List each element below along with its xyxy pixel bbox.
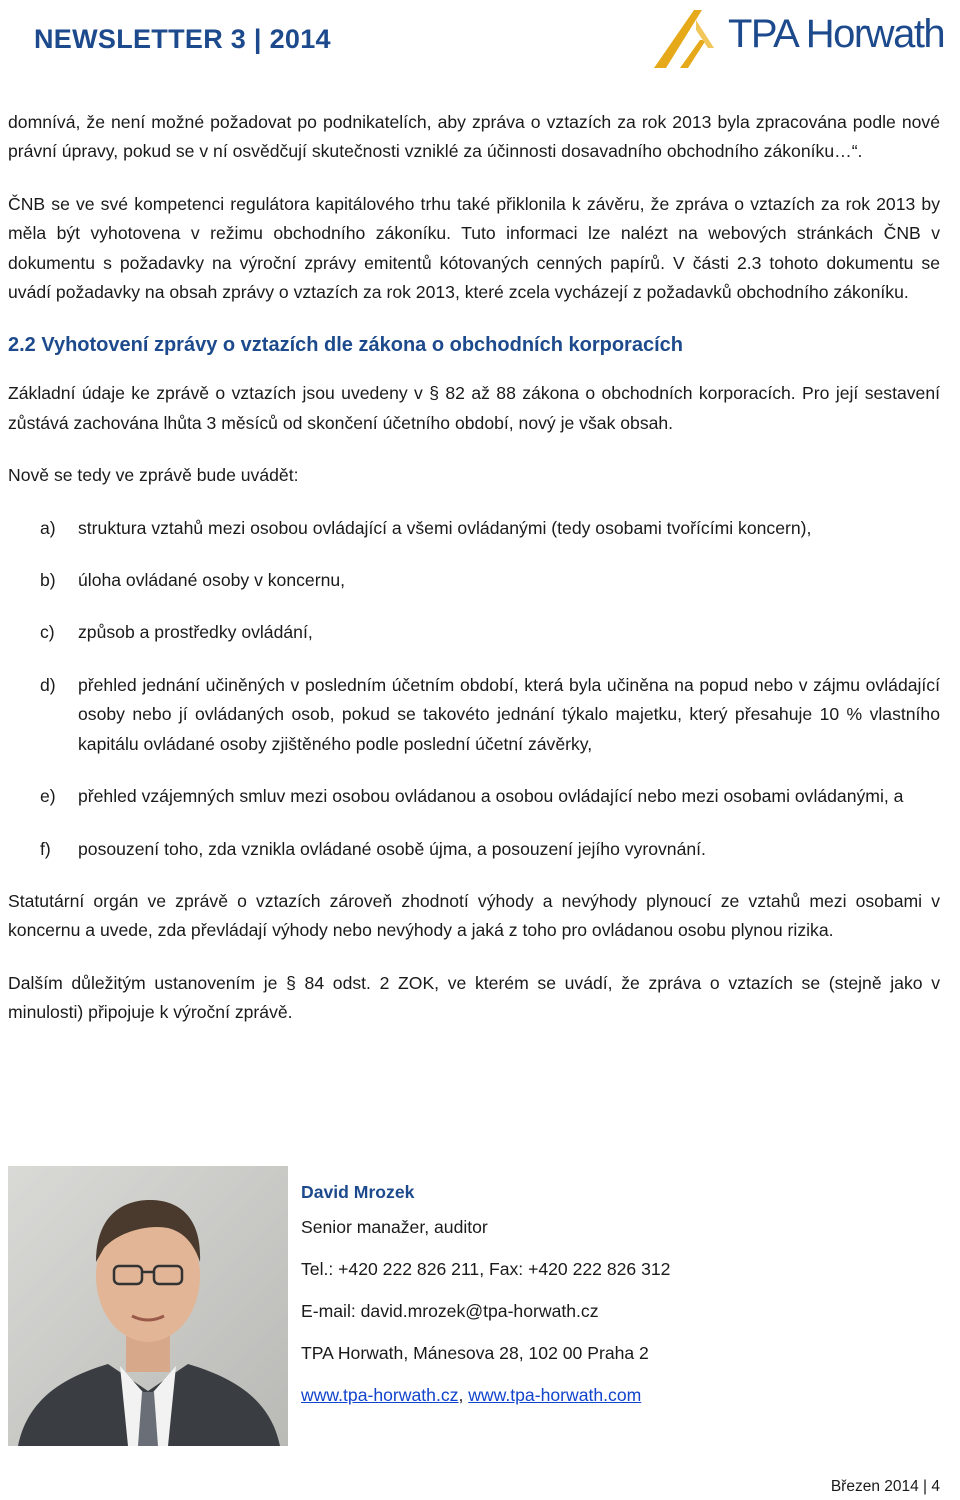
list-marker: b) <box>40 570 56 591</box>
paragraph-basics: Základní údaje ke zprávě o vztazích jsou uvedeny v § 82 až 88 zákona o obchodních korporacích. Pro její sestavení zůstává zachována lhůta 3 měsíců od skončení účetního období, nový je však obsah. <box>8 383 940 433</box>
list-marker: f) <box>40 838 51 859</box>
list-item <box>8 514 940 543</box>
page-header <box>0 0 960 80</box>
list-item <box>8 566 940 595</box>
contact-address: TPA Horwath, Mánesova 28, 102 00 Praha 2 <box>301 1343 649 1363</box>
section-heading: 2.2 Vyhotovení zprávy o vztazích dle zákona o obchodních korporacích <box>8 334 683 357</box>
website-link-cz[interactable]: www.tpa-horwath.cz <box>301 1385 459 1405</box>
list-item-text: přehled jednání učiněných v posledním účetním období, která byla učiněna na popud nebo v zájmu ovládající osoby nebo jí ovládaných osob, pokud se takovéto jednání týkalo majetku, který přesahuje 10 % vlastního kapitálu ovládané osoby zjištěného podle poslední účetní závěrky, <box>78 674 940 754</box>
list-item-text: struktura vztahů mezi osobou ovládající a všemi ovládanými (tedy osobami tvořícími koncern), <box>78 517 812 538</box>
list-item-text: způsob a prostředky ovládání, <box>78 622 313 643</box>
requirements-list <box>8 514 940 864</box>
list-item-text: přehled vzájemných smluv mezi osobou ovládanou a osobou ovládající nebo mezi osobami ovládanými, a <box>78 786 904 807</box>
website-link-com[interactable]: www.tpa-horwath.com <box>468 1385 642 1405</box>
list-item <box>8 671 940 759</box>
logo-text: TPA Horwath <box>728 12 945 56</box>
contact-block <box>8 1166 940 1446</box>
paragraph-cnb: ČNB se ve své kompetenci regulátora kapitálového trhu také přiklonila k závěru, že zpráva o vztazích za rok 2013 by měla být vyhotovena v režimu obchodního zákoníku. Tuto informaci lze nalézt na webových stránkách ČNB v dokumentu s požadavky na výroční zprávy emitentů kótovaných cenných papírů. V části 2.3 tohoto dokumentu se uvádí požadavky na obsah zprávy o vztazích za rok 2013, které zcela vycházejí z požadavků obchodního zákoníku. <box>8 193 940 303</box>
list-marker: d) <box>40 674 56 695</box>
list-item-text: posouzení toho, zda vznikla ovládané osobě újma, a posouzení jejího vyrovnání. <box>78 838 706 859</box>
contact-role: Senior manažer, auditor <box>301 1217 488 1237</box>
list-item <box>8 835 940 864</box>
paragraph-intro: domnívá, že není možné požadovat po podnikatelích, aby zpráva o vztazích za rok 2013 byla zpracována podle nové právní úpravy, pokud se v ní osvědčují skutečnosti vzniklé za účinnosti dosavadního obchodního zákoníku…“. <box>8 112 940 162</box>
contact-email: E-mail: david.mrozek@tpa-horwath.cz <box>301 1301 599 1321</box>
article-body <box>8 108 940 1051</box>
tpa-horwath-logo <box>652 8 954 70</box>
newsletter-title: NEWSLETTER 3 | 2014 <box>34 24 331 54</box>
page-footer: Březen 2014 | 4 <box>830 1478 940 1495</box>
paragraph-evaluation: Statutární orgán ve zprávě o vztazích zároveň zhodnotí výhody a nevýhody plynoucí ze vztahů mezi osobami v koncernu a uvede, zda převládají výhody nebo nevýhody a jaká z toho pro ovládanou osobu plynou rizika. <box>8 890 940 941</box>
contact-links <box>301 1381 670 1423</box>
list-marker: a) <box>40 517 56 538</box>
list-item-text: úloha ovládané osoby v koncernu, <box>78 570 346 591</box>
contact-info <box>301 1178 670 1423</box>
list-marker: e) <box>40 786 56 807</box>
list-item <box>8 618 940 647</box>
logo-mark-icon <box>652 8 732 70</box>
contact-phone: Tel.: +420 222 826 211, Fax: +420 222 826 312 <box>301 1259 671 1279</box>
paragraph-list-intro: Nově se tedy ve zprávě bude uvádět: <box>8 465 299 486</box>
paragraph-annual-report: Dalším důležitým ustanovením je § 84 odst. 2 ZOK, ve kterém se uvádí, že zpráva o vztazích se (stejně jako v minulosti) připojuje k výroční zprávě. <box>8 972 940 1023</box>
list-item <box>8 782 940 811</box>
links-separator: , <box>458 1385 464 1405</box>
contact-name: David Mrozek <box>301 1182 415 1202</box>
author-photo <box>8 1166 288 1446</box>
portrait-image <box>8 1166 288 1446</box>
list-marker: c) <box>40 622 55 643</box>
